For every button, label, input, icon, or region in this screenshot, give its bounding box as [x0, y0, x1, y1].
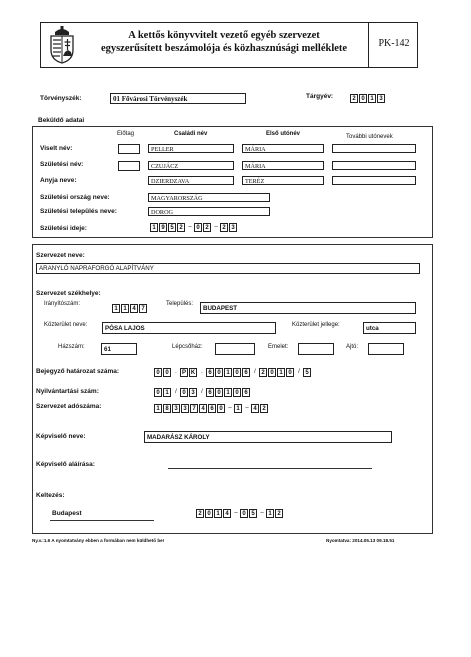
tax-digit: 7: [190, 404, 198, 413]
org-seat-label: Szervezet székhelye:: [36, 290, 101, 297]
tax-digit: 3: [172, 404, 180, 413]
reg-digit: 1: [224, 368, 232, 377]
street-field[interactable]: PÓSA LAJOS: [102, 322, 276, 334]
title-divider: [368, 23, 369, 67]
date-digit: 3: [229, 223, 237, 232]
date-digit: 2: [203, 223, 211, 232]
place-underline: [50, 520, 154, 521]
record-digit: 0: [154, 388, 162, 397]
header-box: [40, 22, 418, 68]
reg-separator: /: [254, 369, 256, 375]
street-type-field[interactable]: utca: [363, 322, 416, 334]
mother-other-field[interactable]: [332, 176, 416, 185]
birth-other-field[interactable]: [332, 161, 416, 170]
date-digit: 2: [177, 223, 185, 232]
house-field[interactable]: 61: [101, 343, 137, 355]
record-digit: 3: [189, 388, 197, 397]
date-label: Keltezés:: [36, 492, 65, 499]
record-digit: 1: [163, 388, 171, 397]
tax-digit: 1: [154, 404, 162, 413]
birth-place-field[interactable]: DOROG: [148, 207, 270, 216]
record-digit: 1: [224, 388, 232, 397]
court-label: Törvényszék:: [40, 95, 82, 102]
form-code: PK-142: [378, 38, 410, 49]
date-digit: 5: [249, 509, 257, 518]
record-separator: /: [201, 389, 203, 395]
form-title-line1: A kettős könyvvitelt vezető egyéb szervezet: [128, 30, 320, 41]
date-digit: 2: [220, 223, 228, 232]
sender-section-title: Beküldő adatai: [38, 117, 85, 124]
org-name-field[interactable]: ARANYLÓ NAPRAFORGÓ ALAPÍTVÁNY: [36, 263, 420, 274]
birth-country-field[interactable]: MAGYARORSZÁG: [148, 193, 270, 202]
door-field[interactable]: [368, 343, 404, 355]
rep-label: Képviselő neve:: [36, 433, 86, 440]
tax-separator: –: [245, 405, 249, 411]
sign-label: Képviselő aláírása:: [36, 461, 95, 468]
date-digit: 4: [223, 509, 231, 518]
reg-digit: 6: [206, 368, 214, 377]
reg-digit: K: [190, 369, 196, 376]
date-digit: 1: [214, 509, 222, 518]
birth-date-label: Születési ideje:: [40, 225, 87, 232]
date-digit: 0: [240, 509, 248, 518]
tax-digit: 6: [208, 404, 216, 413]
birth-first-field[interactable]: MÁRIA: [242, 161, 324, 170]
record-no-boxes[interactable]: [154, 387, 251, 397]
reg-digit: P: [181, 369, 186, 376]
signature-line[interactable]: [168, 468, 372, 469]
mother-family-field[interactable]: DZIERDZAVA: [148, 176, 234, 185]
name-label: Viselt név:: [40, 145, 73, 152]
tax-separator: –: [228, 405, 232, 411]
print-timestamp: Nyomtatva: 2014.05.13 09.18.51: [326, 538, 395, 543]
street-type-label: Közterület jellege:: [292, 322, 340, 328]
reg-digit: 0: [233, 368, 241, 377]
date-digit: 5: [168, 223, 176, 232]
tax-digit: 2: [260, 404, 268, 413]
mother-label: Anyja neve:: [40, 177, 77, 184]
birth-place-label: Születési település neve:: [40, 208, 117, 215]
date-boxes[interactable]: [196, 507, 284, 519]
col-header-first: Első utónév: [266, 131, 301, 137]
tax-no-boxes[interactable]: [154, 403, 269, 413]
reg-digit: 0: [154, 368, 162, 377]
date-digit: 2: [196, 509, 204, 518]
reg-digit: 5: [303, 368, 311, 377]
name-first-field[interactable]: MÁRIA: [242, 144, 324, 153]
footer-note: Ny.v.:1.6 A nyomtatvány ebben a formában nem küldhető be!: [32, 538, 165, 543]
tax-digit: 8: [163, 404, 171, 413]
reg-digit: 0: [215, 368, 223, 377]
date-digit: 2: [275, 509, 283, 518]
staircase-label: Lépcsőház:: [172, 344, 203, 350]
house-label: Házszám:: [58, 344, 85, 350]
date-separator: –: [188, 224, 192, 230]
record-digit: 0: [215, 388, 223, 397]
year-label: Tárgyév:: [306, 93, 334, 100]
tax-digit: 1: [234, 404, 242, 413]
zip-boxes[interactable]: [112, 302, 148, 315]
reg-digit: 0: [163, 368, 171, 377]
col-header-prefix: Előtag: [117, 131, 135, 137]
year-digit: 0: [359, 94, 367, 103]
zip-digit: 1: [112, 304, 120, 313]
zip-label: Irányítószám:: [44, 301, 81, 307]
zip-digit: 1: [121, 304, 129, 313]
tax-digit: 4: [251, 404, 259, 413]
rep-field[interactable]: MADARÁSZ KÁROLY: [144, 431, 392, 443]
record-digit: 6: [242, 388, 250, 397]
reg-digit: 0: [268, 368, 276, 377]
org-name-label: Szervezet neve:: [36, 252, 85, 259]
floor-label: Emelet:: [268, 344, 289, 350]
record-no-label: Nyilvántartási szám:: [36, 388, 99, 395]
reg-separator: .: [175, 369, 177, 375]
zip-digit: 4: [130, 304, 138, 313]
date-digit: 0: [205, 509, 213, 518]
zip-digit: 7: [139, 304, 147, 313]
date-digit: 1: [266, 509, 274, 518]
col-header-family: Családi név: [174, 131, 208, 137]
record-digit: 0: [180, 388, 188, 397]
date-digit: 1: [150, 223, 158, 232]
date-separator: –: [260, 510, 264, 516]
street-label: Közterület neve:: [44, 322, 88, 328]
record-digit: 0: [233, 388, 241, 397]
reg-separator: /: [298, 369, 300, 375]
door-label: Ajtó:: [346, 344, 359, 350]
date-digit: 0: [194, 223, 202, 232]
floor-field[interactable]: [298, 343, 334, 355]
reg-no-boxes[interactable]: [154, 367, 312, 377]
name-prefix-field[interactable]: [118, 144, 140, 154]
reg-digit: 2: [259, 368, 267, 377]
birth-family-field[interactable]: CZUJÁCZ: [148, 161, 234, 170]
date-digit: 9: [159, 223, 167, 232]
tax-digit: 0: [217, 404, 225, 413]
reg-digit: 1: [277, 368, 285, 377]
reg-no-label: Bejegyző határozat száma:: [36, 368, 120, 375]
birth-country-label: Születési ország neve:: [40, 194, 110, 201]
record-digit: 6: [206, 388, 214, 397]
year-boxes[interactable]: [350, 93, 386, 103]
tax-no-label: Szervezet adószáma:: [36, 403, 102, 410]
year-digit: 2: [350, 94, 358, 103]
form-title-line2: egyszerűsített beszámolója és közhasznúsági melléklete: [100, 43, 348, 54]
date-place: Budapest: [52, 510, 82, 517]
tax-digit: 4: [199, 404, 207, 413]
col-header-other: További utónevek: [346, 134, 393, 140]
reg-digit: 6: [242, 368, 250, 377]
name-family-field[interactable]: PELLER: [148, 144, 234, 153]
birth-date-boxes[interactable]: [150, 222, 238, 232]
city-field[interactable]: BUDAPEST: [200, 302, 416, 314]
name-other-field[interactable]: [332, 144, 416, 153]
tax-digit: 3: [181, 404, 189, 413]
birth-name-label: Születési név:: [40, 161, 84, 168]
mother-first-field[interactable]: TERÉZ: [242, 176, 324, 185]
date-separator: –: [214, 224, 218, 230]
city-label: Település:: [166, 301, 194, 307]
year-digit: 3: [377, 94, 385, 103]
birth-prefix-field[interactable]: [118, 161, 140, 171]
coat-of-arms-icon: [47, 26, 77, 64]
reg-separator: .: [201, 369, 203, 375]
year-digit: 1: [368, 94, 376, 103]
date-separator: –: [234, 510, 238, 516]
staircase-field[interactable]: [215, 343, 255, 355]
court-field[interactable]: 01 Fővárosi Törvényszék: [110, 93, 246, 104]
reg-digit: 0: [286, 368, 294, 377]
record-separator: /: [175, 389, 177, 395]
